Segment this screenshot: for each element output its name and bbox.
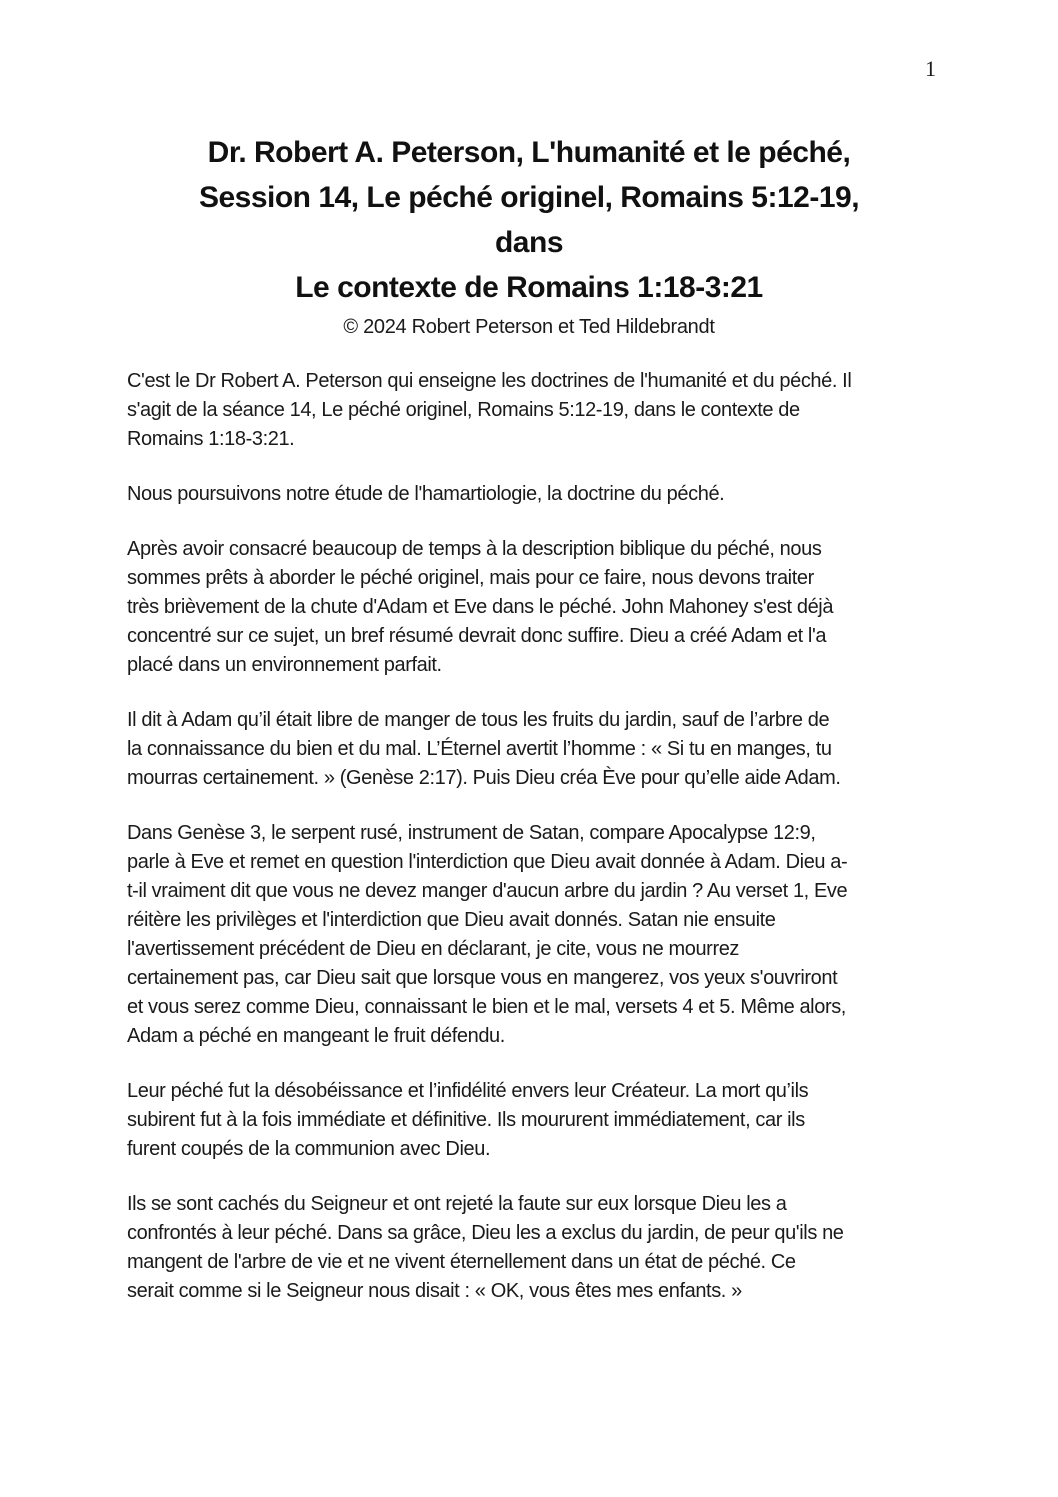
body-paragraph [127,480,958,509]
copyright-notice: © 2024 Robert Peterson et Ted Hildebrandt [343,316,715,338]
body-paragraph [127,819,958,1051]
text-line: serait comme si le Seigneur nous disait : « OK, vous êtes mes enfants. » [127,1280,742,1302]
text-line: confrontés à leur péché. Dans sa grâce, Dieu les a exclus du jardin, de peur qu'ils ne [127,1222,844,1244]
text-line: C'est le Dr Robert A. Peterson qui enseigne les doctrines de l'humanité et du péché. Il [127,370,852,392]
document-body [0,342,1058,1306]
text-line: Dans Genèse 3, le serpent rusé, instrument de Satan, compare Apocalypse 12:9, [127,822,816,844]
document-header [0,0,1058,342]
text-line: placé dans un environnement parfait. [127,654,442,676]
text-line: s'agit de la séance 14, Le péché originel, Romains 5:12-19, dans le contexte de [127,399,800,421]
document-title-line-2: Session 14, Le péché originel, Romains 5:12-19, [198,181,860,214]
text-line: certainement pas, car Dieu sait que lorsque vous en mangerez, vos yeux s'ouvriront [127,967,838,989]
text-line: Adam a péché en mangeant le fruit défendu. [127,1025,505,1047]
body-paragraph [127,367,958,454]
document-title-line-3: dans [494,226,564,259]
document-title-line-1: Dr. Robert A. Peterson, L'humanité et le péché, [207,136,851,169]
text-line: très brièvement de la chute d'Adam et Eve dans le péché. John Mahoney s'est déjà [127,596,834,618]
body-paragraph [127,706,958,793]
text-line: sommes prêts à aborder le péché originel, mais pour ce faire, nous devons traiter [127,567,814,589]
text-line: la connaissance du bien et du mal. L’Éternel avertit l’homme : « Si tu en manges, tu [127,738,832,760]
text-line: Romains 1:18-3:21. [127,428,295,450]
document-title-line-4: Le contexte de Romains 1:18-3:21 [295,271,763,304]
text-line: mangent de l'arbre de vie et ne vivent éternellement dans un état de péché. Ce [127,1251,796,1273]
text-line: mourras certainement. » (Genèse 2:17). Puis Dieu créa Ève pour qu’elle aide Adam. [127,767,841,789]
text-line: subirent fut à la fois immédiate et définitive. Ils moururent immédiatement, car ils [127,1109,805,1131]
page-number: 1 [925,56,936,81]
text-line: t-il vraiment dit que vous ne devez manger d'aucun arbre du jardin ? Au verset 1, Eve [127,880,848,902]
body-paragraph [127,1077,958,1164]
text-line: parle à Eve et remet en question l'interdiction que Dieu avait donnée à Adam. Dieu a- [127,851,848,873]
text-line: et vous serez comme Dieu, connaissant le bien et le mal, versets 4 et 5. Même alors, [127,996,846,1018]
text-line: furent coupés de la communion avec Dieu. [127,1138,491,1160]
body-paragraph [127,1190,958,1306]
text-line: Ils se sont cachés du Seigneur et ont rejeté la faute sur eux lorsque Dieu les a [127,1193,787,1215]
text-line: Leur péché fut la désobéissance et l’infidélité envers leur Créateur. La mort qu’ils [127,1080,809,1102]
text-line: Nous poursuivons notre étude de l'hamartiologie, la doctrine du péché. [127,483,725,505]
text-line: Après avoir consacré beaucoup de temps à la description biblique du péché, nous [127,538,822,560]
body-paragraph [127,535,958,680]
text-line: l'avertissement précédent de Dieu en déclarant, je cite, vous ne mourrez [127,938,740,960]
text-line: concentré sur ce sujet, un bref résumé devrait donc suffire. Dieu a créé Adam et l'a [127,625,827,647]
text-line: Il dit à Adam qu’il était libre de manger de tous les fruits du jardin, sauf de l’arbre de [127,709,830,731]
text-line: réitère les privilèges et l'interdiction que Dieu avait donnés. Satan nie ensuite [127,909,776,931]
